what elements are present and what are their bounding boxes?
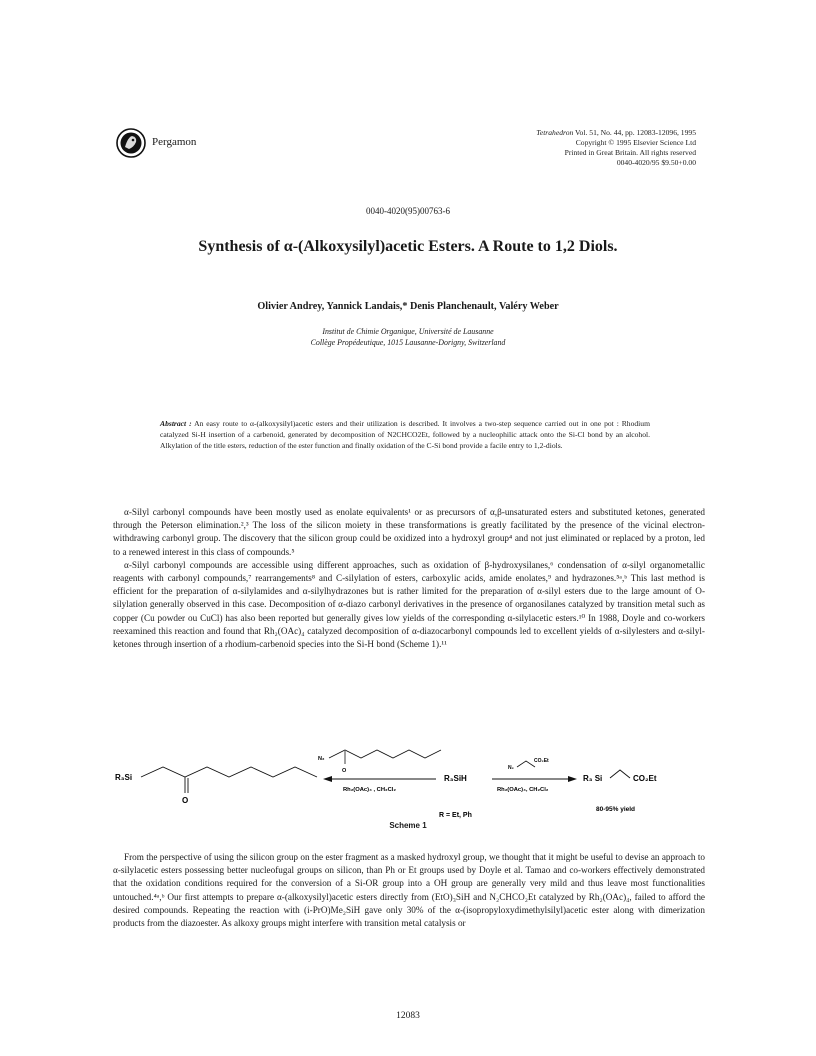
- diazoester-bonds: [517, 761, 535, 767]
- paragraph-1: α-Silyl carbonyl compounds have been mostly used as enolate equivalents¹ or as precursors of α,β-unsaturated esters and substituted ketones, generated through the Peterson elimination.²,³ The loss of the silicon moiety in these transformations is greatly facilitated by the presence of the vicinal electron-withdrawing carbonyl group. The discovery that the silicon group could be oxidized into a hydroxyl group⁴ and not just eliminated or replaced by a proton, led to a renewed interest in this class of compounds.⁵: [113, 507, 705, 557]
- page-number: 12083: [396, 1011, 420, 1021]
- right-product-si-label: R₃ Si: [583, 774, 603, 783]
- right-product-bonds: [610, 770, 630, 778]
- left-product-oxygen: O: [182, 796, 189, 805]
- left-conditions: Rh₂(OAc)₄ , CH₂Cl₂: [343, 787, 396, 793]
- scheme-1-diagram: [113, 748, 705, 848]
- abstract: [160, 418, 650, 451]
- right-conditions: Rh₂(OAc)₄, CH₂Cl₂: [497, 787, 549, 793]
- diazoketone-n2: N₂: [318, 756, 325, 762]
- publisher-name: Pergamon: [152, 136, 197, 148]
- diazoketone-oxygen: O: [342, 768, 347, 774]
- paragraph-2: α-Silyl carbonyl compounds are accessible using different approaches, such as oxidation of β-hydroxysilanes,⁶ condensation of α-silyl organometallic reagents with carbonyl compounds,⁷ rearrangements⁸ and C-silylation of esters, carboxylic acids, amide enolates,⁹ and hydrazones.⁵ᵃ,ᵇ This last method is efficient for the preparation of α-silylamides and α-silylhydrazones but is rather limited for the preparation of α-silyl esters due to the large amount of O-silylation generally observed in this case. Decomposition of α-diazo carbonyl derivatives in the presence of organosilanes catalyzed by transition metal such as copper (Cu powder ou CuCl) has also been reported but generally gives low yields of the corresponding α-silylacetic esters.¹⁰ In 1988, Doyle and co-workers reexamined this reaction and found that Rh₂(OAc)₄ catalyzed decomposition of α-diazocarbonyl compounds led to excellent yields of α-silylesters and α-silyl-ketones through insertion of a rhodium-carbenoid species into the Si-H bond (Scheme 1).¹¹: [113, 559, 705, 650]
- scheme-caption: Scheme 1: [389, 821, 427, 830]
- price-code: 0040-4020/95 $9.50+0.00: [616, 158, 696, 167]
- left-arrowhead: [323, 776, 332, 782]
- article-title: Synthesis of α-(Alkoxysilyl)acetic Esters. A Route to 1,2 Diols.: [198, 238, 618, 255]
- silane-reagent: R₃SiH: [444, 774, 467, 783]
- affiliation-line-1: Institut de Chimie Organique, Université de Lausanne: [322, 327, 494, 336]
- doi-code: 0040-4020(95)00763-6: [366, 206, 450, 216]
- diazoester-n2: N₂: [508, 765, 514, 771]
- left-product-bonds: [141, 767, 317, 777]
- author-list: Olivier Andrey, Yannick Landais,* Denis Planchenault, Valéry Weber: [257, 301, 559, 312]
- body-section-1: [113, 506, 705, 651]
- journal-info: [536, 128, 696, 168]
- r-definition: R = Et, Ph: [439, 812, 472, 819]
- pergamon-logo: [116, 128, 146, 158]
- abstract-text: An easy route to α-(alkoxysilyl)acetic esters and their utilization is described. It involves a two-step sequence carried out in one pot : Rhodium catalyzed Si-H insertion of a carbenoid, generated by decomposition of N2CHCO2Et, followed by a nucleophilic attack onto the Si-Cl bond by an alcohol. Alkylation of the title esters, reduction of the ester function and finally oxidation of the C-Si bond provide a facile entry to 1,2-diols.: [160, 419, 650, 450]
- journal-citation: Tetrahedron Vol. 51, No. 44, pp. 12083-12096, 1995: [536, 128, 696, 137]
- right-arrowhead: [568, 776, 577, 782]
- abstract-label: Abstract :: [160, 419, 192, 428]
- printed-line: Printed in Great Britain. All rights reserved: [564, 148, 696, 157]
- body-section-2: [113, 851, 705, 930]
- copyright-line: Copyright © 1995 Elsevier Science Ltd: [575, 138, 696, 147]
- diazoester-co2et: CO₂Et: [534, 758, 549, 764]
- right-product-co2et: CO₂Et: [633, 774, 657, 783]
- left-product-si-label: R₃Si: [115, 773, 133, 782]
- affiliation: [0, 327, 816, 348]
- journal-name: Tetrahedron: [536, 128, 574, 137]
- paragraph-3: From the perspective of using the silicon group on the ester fragment as a masked hydroxyl group, we thought that it might be useful to devise an approach to α-silylacetic esters possessing better nucleofugal groups on silicon, than Ph or Et groups used by Doyle et al. Tamao and co-workers effectively demonstrated that the oxidation conditions required for the conversion of a Si-OR group into a OH group are generally very mild and thus leave most functionalities untouched.⁴ᵃ,ᵇ Our first attempts to prepare α-(alkoxysilyl)acetic esters directly from (EtO)₃SiH and N₂CHCO₂Et catalyzed by Rh₂(OAc)₄, failed to afford the desired compounds. Repeating the reaction with (i-PrO)Me₂SiH gave only 30% of the α-(isopropyloxydimethylsilyl)acetic ester along with dimerization products from the diazoester. As alkoxy groups might interfere with transition metal catalysis or: [113, 852, 705, 929]
- affiliation-line-2: Collège Propédeutique, 1015 Lausanne-Dorigny, Switzerland: [310, 337, 506, 347]
- diazoketone-bonds: [329, 750, 441, 758]
- product-yield: 80-95% yield: [596, 806, 636, 813]
